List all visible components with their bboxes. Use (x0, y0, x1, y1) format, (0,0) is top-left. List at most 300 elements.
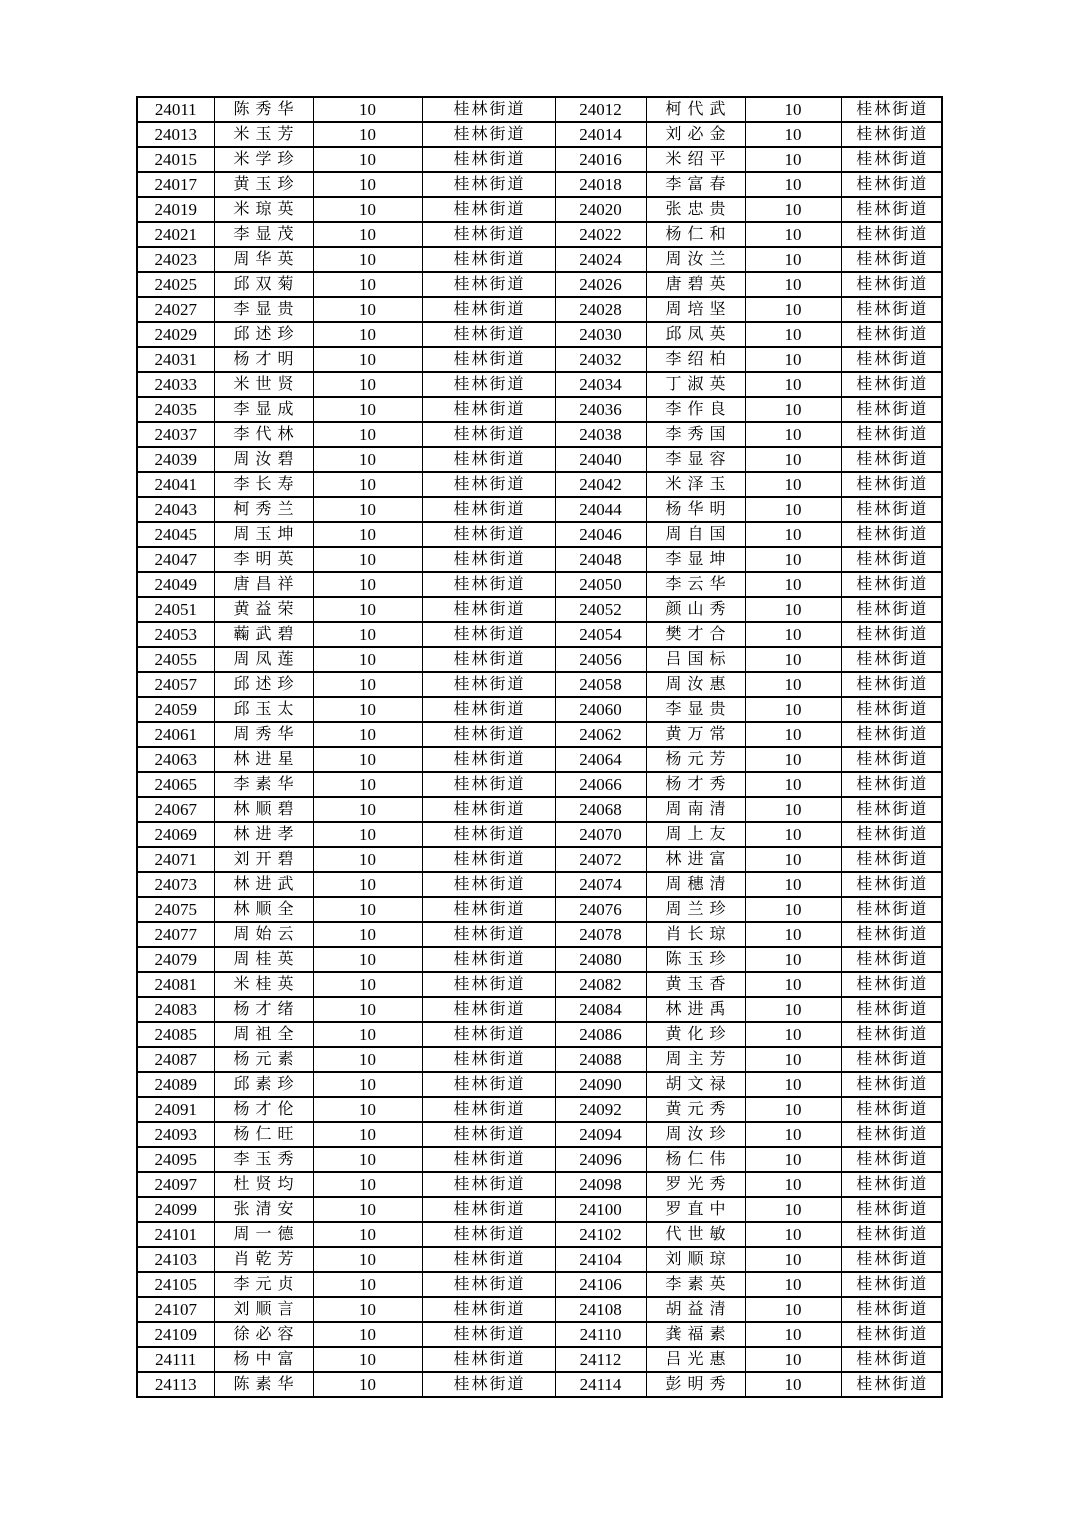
right-score-cell: 10 (745, 1147, 841, 1172)
right-score-cell: 10 (745, 897, 841, 922)
left-name-cell: 周汝碧 (214, 447, 313, 472)
left-score-cell: 10 (313, 922, 422, 947)
left-name-cell: 李元贞 (214, 1272, 313, 1297)
left-serial-cell: 24059 (137, 697, 214, 722)
right-name-cell: 肖长琼 (646, 922, 745, 947)
right-street-cell: 桂林街道 (841, 122, 942, 147)
right-name-cell: 杨仁和 (646, 222, 745, 247)
left-serial-cell: 24079 (137, 947, 214, 972)
right-name-cell: 唐碧英 (646, 272, 745, 297)
left-street-cell: 桂林街道 (422, 1222, 555, 1247)
table-row (137, 147, 942, 172)
right-serial-cell: 24032 (555, 347, 646, 372)
left-serial-cell: 24087 (137, 1047, 214, 1072)
left-name-cell: 周凤莲 (214, 647, 313, 672)
right-score-cell: 10 (745, 472, 841, 497)
table-row (137, 622, 942, 647)
right-street-cell: 桂林街道 (841, 422, 942, 447)
left-street-cell: 桂林街道 (422, 1097, 555, 1122)
right-score-cell: 10 (745, 822, 841, 847)
left-street-cell: 桂林街道 (422, 1347, 555, 1372)
right-score-cell: 10 (745, 97, 841, 122)
table-row (137, 1072, 942, 1097)
right-name-cell: 周主芳 (646, 1047, 745, 1072)
right-serial-cell: 24040 (555, 447, 646, 472)
right-street-cell: 桂林街道 (841, 147, 942, 172)
right-name-cell: 李绍柏 (646, 347, 745, 372)
right-serial-cell: 24110 (555, 1322, 646, 1347)
left-score-cell: 10 (313, 1022, 422, 1047)
left-score-cell: 10 (313, 397, 422, 422)
right-street-cell: 桂林街道 (841, 472, 942, 497)
left-street-cell: 桂林街道 (422, 97, 555, 122)
right-name-cell: 黄万常 (646, 722, 745, 747)
right-street-cell: 桂林街道 (841, 547, 942, 572)
left-score-cell: 10 (313, 1072, 422, 1097)
right-serial-cell: 24014 (555, 122, 646, 147)
right-street-cell: 桂林街道 (841, 797, 942, 822)
left-score-cell: 10 (313, 372, 422, 397)
left-name-cell: 杨才绪 (214, 997, 313, 1022)
left-serial-cell: 24103 (137, 1247, 214, 1272)
right-name-cell: 周自国 (646, 522, 745, 547)
left-street-cell: 桂林街道 (422, 497, 555, 522)
right-serial-cell: 24092 (555, 1097, 646, 1122)
left-serial-cell: 24043 (137, 497, 214, 522)
right-name-cell: 刘必金 (646, 122, 745, 147)
right-street-cell: 桂林街道 (841, 222, 942, 247)
right-score-cell: 10 (745, 972, 841, 997)
right-score-cell: 10 (745, 722, 841, 747)
left-street-cell: 桂林街道 (422, 747, 555, 772)
left-street-cell: 桂林街道 (422, 647, 555, 672)
right-street-cell: 桂林街道 (841, 722, 942, 747)
right-name-cell: 周汝惠 (646, 672, 745, 697)
right-name-cell: 米泽玉 (646, 472, 745, 497)
right-name-cell: 代世敏 (646, 1222, 745, 1247)
left-serial-cell: 24025 (137, 272, 214, 297)
left-street-cell: 桂林街道 (422, 522, 555, 547)
left-serial-cell: 24013 (137, 122, 214, 147)
left-serial-cell: 24091 (137, 1097, 214, 1122)
right-score-cell: 10 (745, 222, 841, 247)
right-name-cell: 李作良 (646, 397, 745, 422)
left-name-cell: 陈素华 (214, 1372, 313, 1397)
right-name-cell: 杨仁伟 (646, 1147, 745, 1172)
right-serial-cell: 24052 (555, 597, 646, 622)
left-serial-cell: 24077 (137, 922, 214, 947)
left-score-cell: 10 (313, 247, 422, 272)
right-street-cell: 桂林街道 (841, 347, 942, 372)
left-name-cell: 周祖全 (214, 1022, 313, 1047)
left-serial-cell: 24071 (137, 847, 214, 872)
right-serial-cell: 24076 (555, 897, 646, 922)
right-serial-cell: 24064 (555, 747, 646, 772)
right-name-cell: 樊才合 (646, 622, 745, 647)
right-score-cell: 10 (745, 1372, 841, 1397)
left-name-cell: 周玉坤 (214, 522, 313, 547)
left-score-cell: 10 (313, 672, 422, 697)
right-serial-cell: 24026 (555, 272, 646, 297)
right-serial-cell: 24094 (555, 1122, 646, 1147)
left-serial-cell: 24041 (137, 472, 214, 497)
right-score-cell: 10 (745, 297, 841, 322)
left-name-cell: 周一德 (214, 1222, 313, 1247)
left-name-cell: 米世贤 (214, 372, 313, 397)
table-row (137, 397, 942, 422)
right-score-cell: 10 (745, 772, 841, 797)
right-street-cell: 桂林街道 (841, 1322, 942, 1347)
right-serial-cell: 24020 (555, 197, 646, 222)
right-name-cell: 张忠贵 (646, 197, 745, 222)
left-street-cell: 桂林街道 (422, 122, 555, 147)
left-name-cell: 张清安 (214, 1197, 313, 1222)
left-score-cell: 10 (313, 597, 422, 622)
left-name-cell: 杨元素 (214, 1047, 313, 1072)
left-serial-cell: 24083 (137, 997, 214, 1022)
right-serial-cell: 24096 (555, 1147, 646, 1172)
right-serial-cell: 24022 (555, 222, 646, 247)
left-serial-cell: 24035 (137, 397, 214, 422)
left-serial-cell: 24095 (137, 1147, 214, 1172)
table-row (137, 472, 942, 497)
left-name-cell: 周秀华 (214, 722, 313, 747)
left-score-cell: 10 (313, 722, 422, 747)
left-name-cell: 肖乾芳 (214, 1247, 313, 1272)
right-score-cell: 10 (745, 647, 841, 672)
left-score-cell: 10 (313, 522, 422, 547)
left-street-cell: 桂林街道 (422, 1172, 555, 1197)
left-name-cell: 林进星 (214, 747, 313, 772)
right-name-cell: 柯代武 (646, 97, 745, 122)
right-score-cell: 10 (745, 1322, 841, 1347)
table-row (137, 897, 942, 922)
left-name-cell: 蘜武碧 (214, 622, 313, 647)
left-name-cell: 杨中富 (214, 1347, 313, 1372)
left-score-cell: 10 (313, 147, 422, 172)
left-score-cell: 10 (313, 972, 422, 997)
left-street-cell: 桂林街道 (422, 197, 555, 222)
left-score-cell: 10 (313, 222, 422, 247)
right-serial-cell: 24058 (555, 672, 646, 697)
left-serial-cell: 24101 (137, 1222, 214, 1247)
left-name-cell: 刘顺言 (214, 1297, 313, 1322)
roster-body (137, 97, 942, 1397)
table-row (137, 1347, 942, 1372)
left-name-cell: 米琼英 (214, 197, 313, 222)
left-street-cell: 桂林街道 (422, 372, 555, 397)
left-street-cell: 桂林街道 (422, 297, 555, 322)
right-score-cell: 10 (745, 372, 841, 397)
left-serial-cell: 24027 (137, 297, 214, 322)
right-serial-cell: 24098 (555, 1172, 646, 1197)
right-serial-cell: 24104 (555, 1247, 646, 1272)
left-name-cell: 李玉秀 (214, 1147, 313, 1172)
left-street-cell: 桂林街道 (422, 1272, 555, 1297)
right-score-cell: 10 (745, 1247, 841, 1272)
right-score-cell: 10 (745, 172, 841, 197)
left-score-cell: 10 (313, 897, 422, 922)
left-serial-cell: 24031 (137, 347, 214, 372)
right-score-cell: 10 (745, 347, 841, 372)
left-serial-cell: 24037 (137, 422, 214, 447)
left-street-cell: 桂林街道 (422, 1372, 555, 1397)
right-serial-cell: 24072 (555, 847, 646, 872)
right-name-cell: 罗光秀 (646, 1172, 745, 1197)
left-street-cell: 桂林街道 (422, 847, 555, 872)
right-name-cell: 李显坤 (646, 547, 745, 572)
right-serial-cell: 24044 (555, 497, 646, 522)
table-row (137, 847, 942, 872)
left-score-cell: 10 (313, 697, 422, 722)
left-street-cell: 桂林街道 (422, 772, 555, 797)
right-score-cell: 10 (745, 1072, 841, 1097)
table-row (137, 1197, 942, 1222)
table-row (137, 922, 942, 947)
table-row (137, 1122, 942, 1147)
left-street-cell: 桂林街道 (422, 797, 555, 822)
right-serial-cell: 24084 (555, 997, 646, 1022)
left-street-cell: 桂林街道 (422, 1122, 555, 1147)
left-street-cell: 桂林街道 (422, 922, 555, 947)
left-serial-cell: 24111 (137, 1347, 214, 1372)
right-serial-cell: 24090 (555, 1072, 646, 1097)
right-name-cell: 李秀国 (646, 422, 745, 447)
table-row (137, 372, 942, 397)
left-score-cell: 10 (313, 1297, 422, 1322)
right-street-cell: 桂林街道 (841, 897, 942, 922)
left-name-cell: 李代林 (214, 422, 313, 447)
right-street-cell: 桂林街道 (841, 97, 942, 122)
left-serial-cell: 24113 (137, 1372, 214, 1397)
right-serial-cell: 24070 (555, 822, 646, 847)
left-score-cell: 10 (313, 172, 422, 197)
right-serial-cell: 24024 (555, 247, 646, 272)
table-row (137, 322, 942, 347)
table-row (137, 797, 942, 822)
left-street-cell: 桂林街道 (422, 397, 555, 422)
left-street-cell: 桂林街道 (422, 722, 555, 747)
right-street-cell: 桂林街道 (841, 1347, 942, 1372)
left-street-cell: 桂林街道 (422, 247, 555, 272)
right-street-cell: 桂林街道 (841, 1197, 942, 1222)
table-row (137, 722, 942, 747)
left-serial-cell: 24075 (137, 897, 214, 922)
left-serial-cell: 24029 (137, 322, 214, 347)
right-street-cell: 桂林街道 (841, 1372, 942, 1397)
table-row (137, 297, 942, 322)
right-street-cell: 桂林街道 (841, 822, 942, 847)
left-name-cell: 周桂英 (214, 947, 313, 972)
right-serial-cell: 24074 (555, 872, 646, 897)
right-name-cell: 周汝珍 (646, 1122, 745, 1147)
left-score-cell: 10 (313, 1172, 422, 1197)
right-street-cell: 桂林街道 (841, 1247, 942, 1272)
left-name-cell: 唐昌祥 (214, 572, 313, 597)
right-name-cell: 罗直中 (646, 1197, 745, 1222)
table-row (137, 647, 942, 672)
left-name-cell: 邱素珍 (214, 1072, 313, 1097)
left-score-cell: 10 (313, 1272, 422, 1297)
table-row (137, 572, 942, 597)
left-score-cell: 10 (313, 647, 422, 672)
table-row (137, 1147, 942, 1172)
left-street-cell: 桂林街道 (422, 997, 555, 1022)
right-street-cell: 桂林街道 (841, 922, 942, 947)
right-name-cell: 刘顺琼 (646, 1247, 745, 1272)
left-street-cell: 桂林街道 (422, 897, 555, 922)
right-serial-cell: 24108 (555, 1297, 646, 1322)
left-serial-cell: 24015 (137, 147, 214, 172)
right-name-cell: 林进禹 (646, 997, 745, 1022)
left-street-cell: 桂林街道 (422, 172, 555, 197)
left-serial-cell: 24069 (137, 822, 214, 847)
right-serial-cell: 24056 (555, 647, 646, 672)
right-name-cell: 黄元秀 (646, 1097, 745, 1122)
right-score-cell: 10 (745, 422, 841, 447)
right-serial-cell: 24018 (555, 172, 646, 197)
right-name-cell: 周培坚 (646, 297, 745, 322)
left-street-cell: 桂林街道 (422, 472, 555, 497)
left-serial-cell: 24023 (137, 247, 214, 272)
left-serial-cell: 24055 (137, 647, 214, 672)
left-score-cell: 10 (313, 1222, 422, 1247)
left-score-cell: 10 (313, 872, 422, 897)
right-score-cell: 10 (745, 872, 841, 897)
left-name-cell: 李长寿 (214, 472, 313, 497)
left-street-cell: 桂林街道 (422, 1147, 555, 1172)
left-name-cell: 邱玉太 (214, 697, 313, 722)
left-score-cell: 10 (313, 497, 422, 522)
left-street-cell: 桂林街道 (422, 272, 555, 297)
left-name-cell: 黄益荣 (214, 597, 313, 622)
right-serial-cell: 24082 (555, 972, 646, 997)
right-street-cell: 桂林街道 (841, 497, 942, 522)
right-serial-cell: 24106 (555, 1272, 646, 1297)
table-row (137, 672, 942, 697)
left-name-cell: 徐必容 (214, 1322, 313, 1347)
right-serial-cell: 24060 (555, 697, 646, 722)
right-score-cell: 10 (745, 147, 841, 172)
left-street-cell: 桂林街道 (422, 322, 555, 347)
right-street-cell: 桂林街道 (841, 997, 942, 1022)
left-street-cell: 桂林街道 (422, 222, 555, 247)
right-street-cell: 桂林街道 (841, 247, 942, 272)
right-serial-cell: 24028 (555, 297, 646, 322)
left-name-cell: 邱述珍 (214, 672, 313, 697)
right-score-cell: 10 (745, 597, 841, 622)
right-name-cell: 李显贵 (646, 697, 745, 722)
right-score-cell: 10 (745, 522, 841, 547)
table-row (137, 1172, 942, 1197)
table-row (137, 697, 942, 722)
table-row (137, 422, 942, 447)
table-row (137, 1222, 942, 1247)
left-name-cell: 刘开碧 (214, 847, 313, 872)
right-street-cell: 桂林街道 (841, 1172, 942, 1197)
right-score-cell: 10 (745, 447, 841, 472)
left-name-cell: 陈秀华 (214, 97, 313, 122)
left-score-cell: 10 (313, 772, 422, 797)
right-name-cell: 周穗清 (646, 872, 745, 897)
right-score-cell: 10 (745, 1347, 841, 1372)
left-name-cell: 林顺全 (214, 897, 313, 922)
right-name-cell: 周上友 (646, 822, 745, 847)
right-serial-cell: 24080 (555, 947, 646, 972)
left-serial-cell: 24051 (137, 597, 214, 622)
table-row (137, 347, 942, 372)
right-street-cell: 桂林街道 (841, 322, 942, 347)
left-street-cell: 桂林街道 (422, 947, 555, 972)
right-score-cell: 10 (745, 1047, 841, 1072)
right-serial-cell: 24068 (555, 797, 646, 822)
right-score-cell: 10 (745, 1022, 841, 1047)
left-street-cell: 桂林街道 (422, 447, 555, 472)
table-row (137, 1022, 942, 1047)
right-street-cell: 桂林街道 (841, 1022, 942, 1047)
right-serial-cell: 24042 (555, 472, 646, 497)
left-name-cell: 杨才伦 (214, 1097, 313, 1122)
left-street-cell: 桂林街道 (422, 697, 555, 722)
right-street-cell: 桂林街道 (841, 772, 942, 797)
right-score-cell: 10 (745, 847, 841, 872)
left-street-cell: 桂林街道 (422, 147, 555, 172)
left-serial-cell: 24067 (137, 797, 214, 822)
right-street-cell: 桂林街道 (841, 947, 942, 972)
right-serial-cell: 24012 (555, 97, 646, 122)
right-serial-cell: 24038 (555, 422, 646, 447)
table-row (137, 247, 942, 272)
left-name-cell: 米学珍 (214, 147, 313, 172)
right-street-cell: 桂林街道 (841, 1272, 942, 1297)
table-row (137, 747, 942, 772)
right-score-cell: 10 (745, 947, 841, 972)
left-street-cell: 桂林街道 (422, 347, 555, 372)
right-serial-cell: 24086 (555, 1022, 646, 1047)
right-street-cell: 桂林街道 (841, 1097, 942, 1122)
left-serial-cell: 24109 (137, 1322, 214, 1347)
left-serial-cell: 24085 (137, 1022, 214, 1047)
right-serial-cell: 24100 (555, 1197, 646, 1222)
table-row (137, 772, 942, 797)
left-score-cell: 10 (313, 97, 422, 122)
right-name-cell: 李富春 (646, 172, 745, 197)
right-name-cell: 胡益清 (646, 1297, 745, 1322)
table-row (137, 172, 942, 197)
left-score-cell: 10 (313, 447, 422, 472)
right-score-cell: 10 (745, 672, 841, 697)
left-score-cell: 10 (313, 547, 422, 572)
left-serial-cell: 24099 (137, 1197, 214, 1222)
table-row (137, 547, 942, 572)
right-score-cell: 10 (745, 272, 841, 297)
left-serial-cell: 24017 (137, 172, 214, 197)
right-serial-cell: 24030 (555, 322, 646, 347)
right-street-cell: 桂林街道 (841, 747, 942, 772)
table-row (137, 872, 942, 897)
right-serial-cell: 24066 (555, 772, 646, 797)
left-name-cell: 米桂英 (214, 972, 313, 997)
left-name-cell: 黄玉珍 (214, 172, 313, 197)
left-serial-cell: 24045 (137, 522, 214, 547)
table-row (137, 822, 942, 847)
left-name-cell: 周始云 (214, 922, 313, 947)
right-street-cell: 桂林街道 (841, 372, 942, 397)
right-name-cell: 林进富 (646, 847, 745, 872)
left-serial-cell: 24033 (137, 372, 214, 397)
right-name-cell: 米绍平 (646, 147, 745, 172)
right-street-cell: 桂林街道 (841, 197, 942, 222)
